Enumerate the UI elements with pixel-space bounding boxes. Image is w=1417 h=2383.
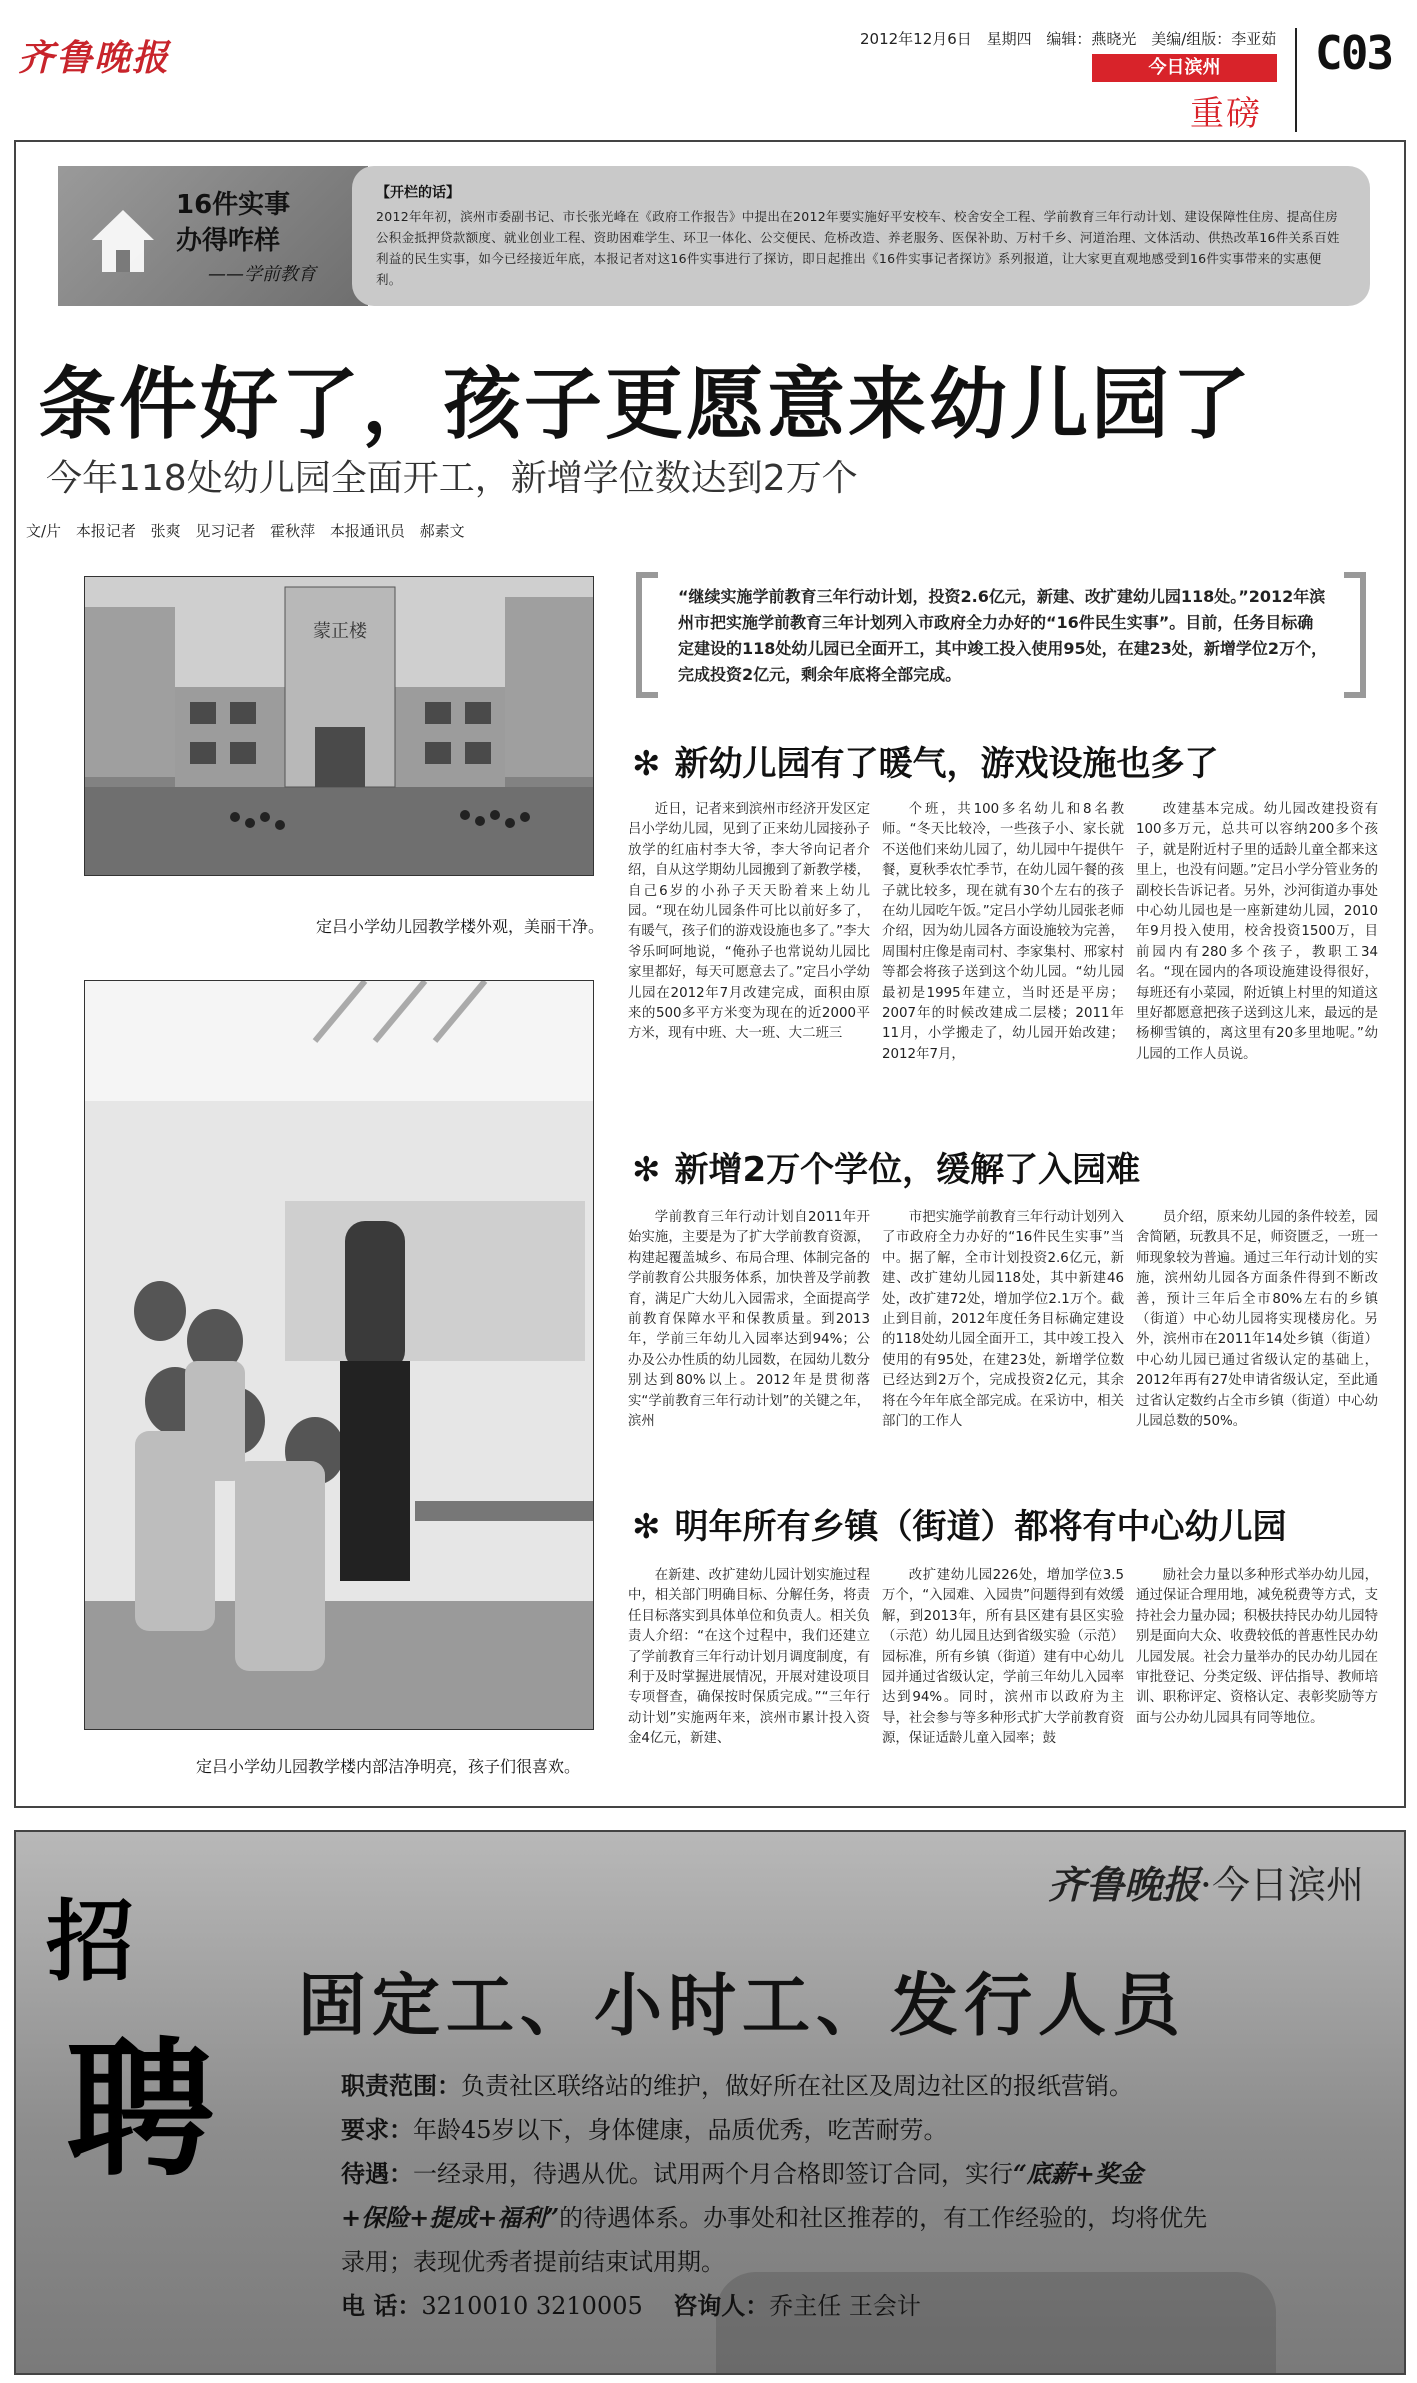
- issue-date: 2012年12月6日: [860, 30, 972, 48]
- ad-benefit-highlight-2: +保险+提成+福利”: [341, 2203, 560, 2232]
- ad-brand-logo: 齐鲁晚报: [1047, 1862, 1200, 1907]
- section-name: 今日滨州: [1092, 54, 1277, 82]
- section-heading-text: 新增2万个学位，缓解了入园难: [674, 1150, 1141, 1190]
- ad-phone-label: 电 话：: [341, 2291, 422, 2320]
- building-sign: 蒙正楼: [313, 621, 367, 642]
- ad-contact-label: 咨询人：: [673, 2291, 770, 2320]
- body-column: 员介绍，原来幼儿园的条件较差，园舍简陋，玩教具不足，师资匮乏，一班一师现象较为普遍。通过三年行动计划的实施，滨州幼儿园各方面条件得到不断改善，预计三年后全市80%左右的乡镇（街道）中心幼儿园将实现楼房化。另外，滨州市在2011年14处乡镇（街道）中心幼儿园已通过省级认定的基础上，2012年再有27处申请省级认定，至此通过省认定数约占全市乡镇（街道）中心幼儿园总数的50%。: [1136, 1210, 1378, 1430]
- house-icon: [88, 206, 158, 276]
- issue-weekday: 星期四: [986, 30, 1032, 48]
- ad-phone: 3210010 3210005: [421, 2292, 643, 2320]
- pull-quote-text: “继续实施学前教育三年行动计划，投资2.6亿元，新建、改扩建幼儿园118处。”2012年滨州市把实施学前教育三年计划列入市政府全力办好的“16件民生实事”。目前，任务目标确定建设的118处幼儿园已全面开工，其中竣工投入使用95处，在建23处，新增学位2万个，完成投资2亿元，剩余年底将全部完成。: [678, 587, 1328, 684]
- left-bracket-icon: [636, 572, 658, 698]
- asterisk-icon: ✻: [632, 1150, 661, 1190]
- header-divider: [1295, 28, 1297, 132]
- section-heading-text: 明年所有乡镇（街道）都将有中心幼儿园: [674, 1507, 1287, 1547]
- column-intro: [352, 166, 1370, 306]
- body-column: 学前教育三年行动计划自2011年开始实施，主要是为了扩大学前教育资源，构建起覆盖城乡、布局合理、体制完备的学前教育公共服务体系，加快普及学前教育，满足广大幼儿入园需求，全面提高学前教育保障水平和保教质量。到2013年，学前三年幼儿入园率达到94%；公办及公办性质的幼儿园数，在园幼儿数分别达到80%以上。2012年是贯彻落实“学前教育三年行动计划”的关键之年，滨州: [628, 1210, 870, 1430]
- photo2-caption: 定吕小学幼儿园教学楼内部洁净明亮，孩子们很喜欢。: [196, 1757, 581, 1776]
- designer-credit: 美编/组版：李亚茹: [1151, 30, 1277, 48]
- section-heading-2: [632, 1142, 1140, 1191]
- headline: 条件好了，孩子更愿意来幼儿园了: [38, 360, 1254, 450]
- ad-benefit-c: 录用；表现优秀者提前结束试用期。: [341, 2248, 725, 2276]
- ad-title: 固定工、小时工、发行人员: [298, 1967, 1187, 2046]
- ad-duty-label: 职责范围：: [341, 2071, 461, 2100]
- ad-brand-separator: ·: [1199, 1863, 1212, 1907]
- section-heading-3: [632, 1499, 1287, 1548]
- ad-benefit-row: [341, 2152, 1351, 2196]
- body-column: 改建基本完成。幼儿园改建投资有100多万元，总共可以容纳200多个孩子，就是附近村子里的适龄儿童全都来这里上，也没有问题。”定吕小学分管业务的副校长告诉记者。另外，沙河街道办事处中心幼儿园也是一座新建幼儿园，2010年9月投入使用，校舍投资1500万，目前园内有280多个孩子，教职工34名。“现在园内的各项设施建设得很好，每班还有小菜园，附近镇上村里的知道这里好都愿意把孩子送到这儿来，最远的是杨柳雪镇的，离这里有20多里地呢。”幼儿园的工作人员说。: [1136, 802, 1378, 1062]
- intro-label: 【开栏的话】: [376, 185, 460, 201]
- section-heading-1: [632, 736, 1219, 785]
- byline: 文/片 本报记者 张爽 见习记者 霍秋萍 本报通讯员 郝素文: [26, 522, 465, 540]
- photo1-caption: 定吕小学幼儿园教学楼外观，美丽干净。: [316, 917, 605, 936]
- ad-benefit-label: 待遇：: [341, 2159, 413, 2188]
- ad-duty-row: [341, 2064, 1351, 2108]
- ad-duty: 负责社区联络站的维护，做好所在社区及周边社区的报纸营销。: [461, 2072, 1133, 2100]
- ad-benefit-b: 的待遇体系。办事处和社区推荐的，有工作经验的，均将优先: [559, 2204, 1208, 2232]
- photo-classroom-interior: [84, 980, 594, 1730]
- body-column: 在新建、改扩建幼儿园计划实施过程中，相关部门明确目标、分解任务，将责任目标落实到具体单位和负责人。相关负责人介绍：“在这个过程中，我们还建立了学前教育三年行动计划月调度制度，有利于及时掌握进展情况，开展对建设项目专项督查，确保按时保质完成。”“三年行动计划”实施两年来，滨州市累计投入资金4亿元，新建、: [628, 1568, 870, 1747]
- editor-credit: 编辑：燕晓光: [1046, 30, 1137, 48]
- ad-req: 年龄45岁以下，身体健康，品质优秀，吃苦耐劳。: [413, 2116, 948, 2144]
- body-column: 改扩建幼儿园226处，增加学位3.5万个，“入园难、入园贵”问题得到有效缓解，到2013年，所有县区建有县区实验（示范）幼儿园且达到省级实验（示范）园标准，所有乡镇（街道）建有中心幼儿园并通过省级认定，学前三年幼儿入园率达到94%。同时，滨州市以政府为主导，社会参与等多种形式扩大学前教育资源，保证适龄儿童入园率；鼓: [882, 1568, 1124, 1747]
- intro-text: 2012年年初，滨州市委副书记、市长张光峰在《政府工作报告》中提出在2012年要实施好平安校车、校舍安全工程、学前教育三年行动计划、建设保障性住房、提高住房公积金抵押贷款额度、就业创业工程、资助困难学生、环卫一体化、公交便民、危桥改造、养老服务、医保补助、万村千乡、河道治理、文体活动、供热改革16件关系百姓利益的民生实事，如今已经接近年底，本报记者对这16件实事进行了探访，即日起推出《16件实事记者探访》系列报道，让大家更直观地感受到16件实事带来的实惠便利。: [376, 209, 1340, 287]
- pull-quote: [636, 572, 1366, 702]
- masthead-logo: 齐鲁晚报: [18, 37, 171, 79]
- ad-contact: 乔主任 王会计: [769, 2292, 921, 2320]
- asterisk-icon: ✻: [632, 744, 661, 784]
- building-photo: [85, 577, 594, 876]
- ad-requirement-row: [341, 2108, 1351, 2152]
- series-title-line3: ——学前教育: [208, 264, 316, 285]
- recruitment-ad: [14, 1830, 1406, 2375]
- header-meta: [860, 28, 1286, 49]
- body-column: 个班，共100多名幼儿和8名教师。“冬天比较冷，一些孩子小、家长就不送他们来幼儿园了，幼儿园中午提供午餐，夏秋季农忙季节，在幼儿园午餐的孩子就比较多，现在就有30个左右的孩子在幼儿园吃午饭。”定吕小学幼儿园张老师介绍，因为幼儿园各方面设施较为完善，周围村庄像是南司村、李家集村、邢家村等都会将孩子送到这个幼儿园。“幼儿园最初是1995年建立，当时还是平房；2007年的时候改建成二层楼；2011年11月，小学搬走了，幼儿园开始改建；2012年7月，: [882, 802, 1124, 1062]
- series-title-line1: 16件实事: [176, 190, 291, 220]
- series-title-line2: 办得咋样: [176, 226, 281, 256]
- ad-req-label: 要求：: [341, 2115, 413, 2144]
- section-heading-text: 新幼儿园有了暖气，游戏设施也多了: [674, 744, 1219, 784]
- series-banner: [58, 166, 368, 306]
- section-subtitle: 重磅: [1190, 94, 1262, 134]
- ad-big-char-2: 聘: [66, 2022, 214, 2196]
- ad-contact-row: [341, 2284, 1351, 2328]
- right-bracket-icon: [1344, 572, 1366, 698]
- asterisk-icon: ✻: [632, 1507, 661, 1547]
- ad-benefit-row-3: [341, 2240, 1351, 2284]
- photo-building-exterior: [84, 576, 594, 876]
- body-column: 励社会力量以多种形式举办幼儿园，通过保证合理用地，减免税费等方式，支持社会力量办园；积极扶持民办幼儿园特别是面向大众、收费较低的普惠性民办幼儿园发展。社会力量举办的民办幼儿园在审批登记、分类定级、评估指导、教师培训、职称评定、资格认定、表彰奖励等方面与公办幼儿园具有同等地位。: [1136, 1568, 1378, 1726]
- ad-benefit-row-2: [341, 2196, 1351, 2240]
- ad-brand: [1048, 1854, 1364, 1909]
- page-number: C03: [1315, 26, 1393, 80]
- ad-brand-name: 今日滨州: [1211, 1863, 1364, 1907]
- ad-benefit-highlight-1: “底薪+奖金: [1013, 2159, 1143, 2188]
- ad-body: [341, 2064, 1351, 2328]
- body-column: 近日，记者来到滨州市经济开发区定吕小学幼儿园，见到了正来幼儿园接孙子放学的红庙村李大爷，李大爷向记者介绍，自从这学期幼儿园搬到了新教学楼，自己6岁的小孙子天天盼着来上幼儿园。“现在幼儿园条件可比以前好多了，有暖气，孩子们的游戏设施也多了。”李大爷乐呵呵地说，“俺孙子也常说幼儿园比家里都好，每天可愿意去了。”定吕小学幼儿园在2012年7月改建完成，面积由原来的500多平方米变为现在的近2000平方米，现有中班、大一班、大二班三: [628, 802, 870, 1042]
- ad-benefit-a: 一经录用，待遇从优。试用两个月合格即签订合同，实行: [413, 2160, 1013, 2188]
- ad-big-char-1: 招: [46, 1889, 135, 1993]
- body-column: 市把实施学前教育三年行动计划列入了市政府全力办好的“16件民生实事”当中。据了解，全市计划投资2.6亿元，新建、改扩建幼儿园118处，其中新建46处，改扩建72处，增加学位2.1万个。截止到目前，2012年度任务目标确定建设的118处幼儿园全面开工，其中竣工投入使用的有95处，在建23处，新增学位数已经达到2万个，完成投资2亿元，其余将在今年年底全部完成。在采访中，相关部门的工作人: [882, 1210, 1124, 1430]
- article-frame: [14, 140, 1406, 1808]
- classroom-photo: [85, 981, 594, 1730]
- subheadline: 今年118处幼儿园全面开工，新增学位数达到2万个: [46, 458, 858, 499]
